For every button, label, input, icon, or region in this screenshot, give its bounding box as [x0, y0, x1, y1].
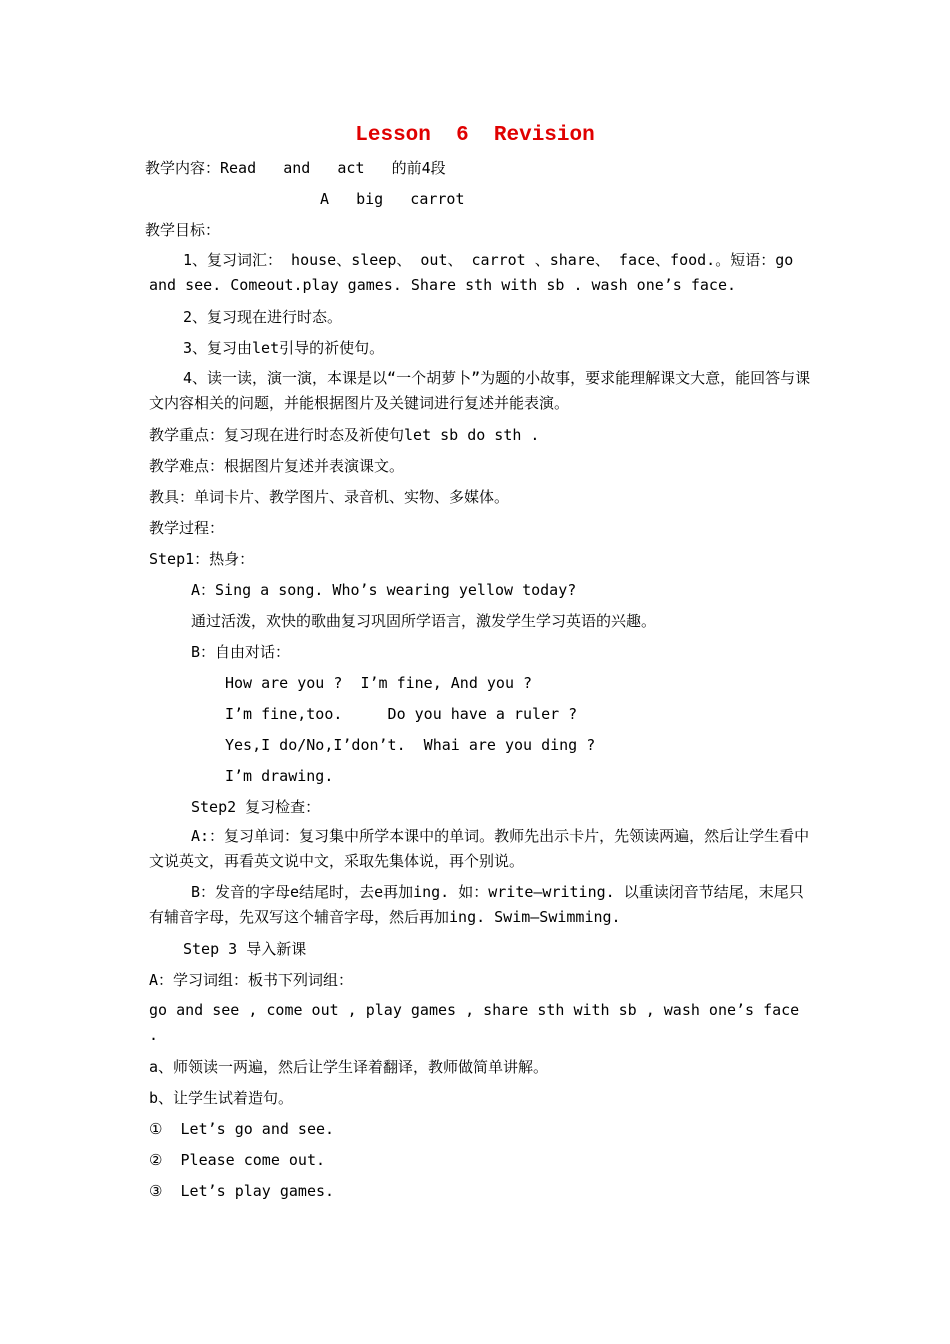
example-sentence: ① Let’s go and see. [149, 1120, 335, 1138]
objective-1: 1、复习词汇： house、sleep、 out、 carrot 、share、 face、food.。短语：go and see. Comeout.play games. Share sth with sb . wash one’s face. [149, 251, 794, 294]
step1-b: B：自由对话： [191, 643, 291, 661]
dialog-line: How are you ? I’m fine, And you ? [225, 674, 533, 692]
step3-lower-a: a、师领读一两遍，然后让学生译着翻译，教师做简单讲解。 [149, 1058, 549, 1076]
objective-4: 4、读一读，演一演，本课是以“一个胡萝卜”为题的小故事，要求能理解课文大意，能回答与课文内容相关的问题，并能根据图片及关键词进行复述并能表演。 [149, 369, 811, 412]
difficulty: 教学难点：根据图片复述并表演课文。 [149, 457, 405, 475]
process-heading: 教学过程： [149, 519, 225, 537]
step1-heading: Step1：热身： [149, 550, 255, 568]
teaching-content: 教学内容：Read and act 的前4段 [145, 159, 446, 177]
step2-a: A:：复习单词：复习集中所学本课中的单词。教师先出示卡片，先领读两遍，然后让学生看中文说英文，再看英文说中文，采取先集体说，再个别说。 [149, 827, 810, 870]
objective-2: 2、复习现在进行时态。 [183, 308, 343, 326]
objective-3: 3、复习由let引导的祈使句。 [183, 339, 385, 357]
dialog-line: I’m drawing. [225, 767, 334, 785]
dialog-line: Yes,I do/No,I’don’t. Whai are you ding ? [225, 736, 596, 754]
phrase-list: go and see , come out , play games , share sth with sb , wash one’s face . [149, 1001, 800, 1044]
example-sentence: ③ Let’s play games. [149, 1182, 335, 1200]
key-point: 教学重点：复习现在进行时态及祈使句let sb do sth . [149, 426, 540, 444]
objectives-heading: 教学目标： [145, 221, 221, 239]
example-sentence: ② Please come out. [149, 1151, 326, 1169]
lesson-title: Lesson 6 Revision [355, 124, 595, 147]
teaching-content-story-title: A big carrot [320, 190, 465, 208]
step1-a: A：Sing a song. Who’s wearing yellow today? [191, 581, 577, 599]
step3-heading: Step 3 导入新课 [183, 940, 307, 958]
teaching-tools: 教具：单词卡片、教学图片、录音机、实物、多媒体。 [149, 488, 510, 506]
step3-lower-b: b、让学生试着造句。 [149, 1089, 294, 1107]
step1-a-note: 通过活泼，欢快的歌曲复习巩固所学语言，激发学生学习英语的兴趣。 [191, 612, 657, 630]
step3-a: A：学习词组：板书下列词组： [149, 971, 354, 989]
step2-heading: Step2 复习检查： [191, 798, 321, 816]
dialog-line: I’m fine,too. Do you have a ruler ? [225, 705, 578, 723]
step2-b: B：发音的字母e结尾时，去e再加ing. 如：write—writing. 以重读闭音节结尾，末尾只有辅音字母，先双写这个辅音字母，然后再加ing. Swim—Swimming. [149, 883, 804, 926]
